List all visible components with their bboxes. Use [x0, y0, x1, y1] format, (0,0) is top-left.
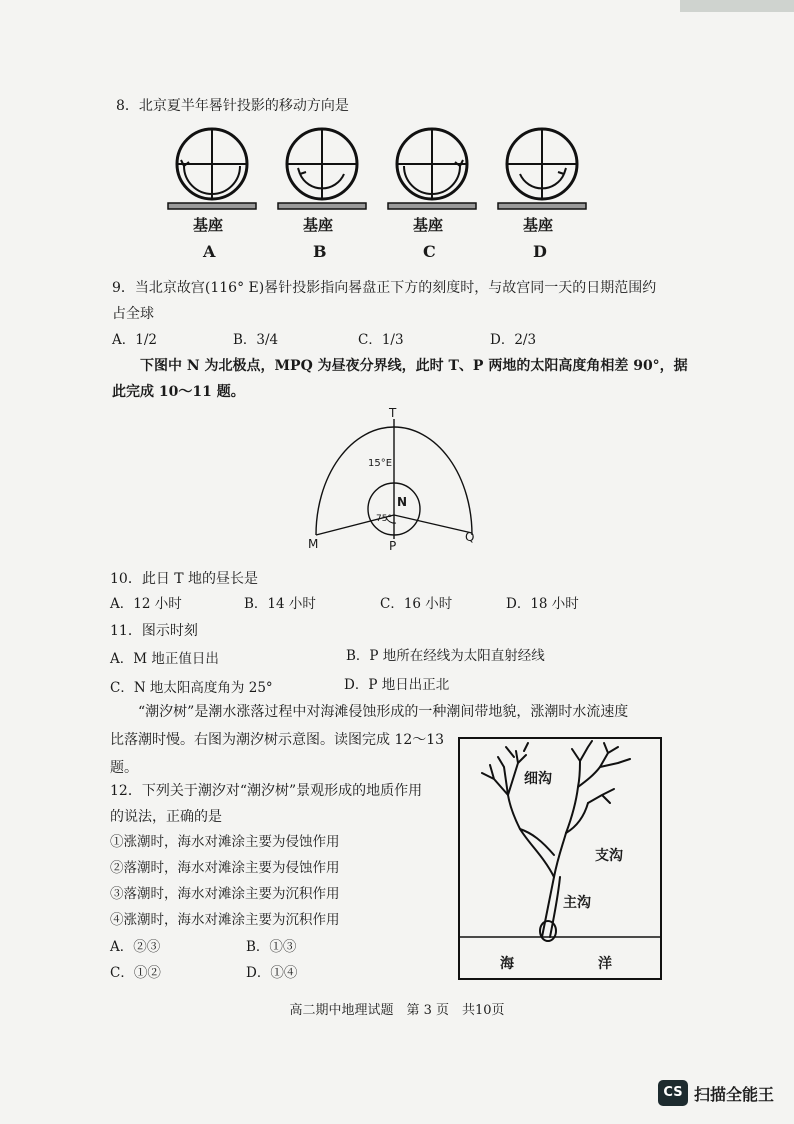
point-q-label: Q: [465, 530, 475, 544]
sundial-d: [507, 129, 577, 199]
q11-option-b: B．P 地所在经线为太阳直射经线: [346, 648, 545, 664]
q11-option-d: D．P 地日出正北: [344, 677, 450, 693]
base-label-d: 基座: [523, 216, 554, 234]
sundial-b: [287, 129, 357, 199]
q12-option-c: C．①②: [110, 965, 161, 981]
base-plate-b: [278, 203, 366, 209]
q12-option-d: D．①④: [246, 965, 298, 981]
base-label-c: 基座: [413, 216, 444, 234]
longitude-label: 15°E: [368, 458, 393, 469]
base-label-b: 基座: [303, 216, 334, 234]
point-n-label: N: [397, 495, 408, 509]
label-fine-gully: 细沟: [524, 771, 552, 787]
q12-item-2: ②落潮时，海水对滩涂主要为侵蚀作用: [110, 860, 340, 876]
intro-10-11-line1: 下图中 N 为北极点，MPQ 为昼夜分界线，此时 T、P 两地的太阳高度角相差 90°，据: [140, 358, 688, 374]
q9-option-c: C．1/3: [358, 332, 404, 348]
q10-option-b: B．14 小时: [244, 596, 316, 612]
option-letter-b: B: [313, 242, 327, 261]
intro-12-13-line2: 比落潮时慢。右图为潮汐树示意图。读图完成 12～13: [110, 732, 445, 748]
point-p-label: P: [389, 539, 397, 553]
q9-option-a: A．1/2: [112, 332, 157, 348]
point-m-label: M: [308, 537, 319, 551]
angle-label: 75°: [376, 514, 392, 524]
base-plate-d: [498, 203, 586, 209]
q11-option-c: C．N 地太阳高度角为 25°: [110, 680, 273, 696]
label-main-gully: 主沟: [563, 895, 591, 911]
q10-option-d: D．18 小时: [506, 596, 579, 612]
q8-stem: 8．北京夏半年晷针投影的移动方向是: [116, 98, 349, 114]
top-edge-shadow: [680, 0, 794, 12]
q12-item-3: ③落潮时，海水对滩涂主要为沉积作用: [110, 886, 340, 902]
base-plate-c: [388, 203, 476, 209]
tidal-tree-diagram: [458, 737, 662, 980]
q9-option-d: D．2/3: [490, 332, 537, 348]
diagram-frame: [459, 738, 661, 979]
q10-option-a: A．12 小时: [110, 596, 182, 612]
q12-stem-line2: 的说法，正确的是: [110, 809, 222, 825]
option-letter-c: C: [423, 242, 436, 261]
intro-12-13-line1: “潮汐树”是潮水涨落过程中对海滩侵蚀形成的一种潮间带地貌，涨潮时水流速度: [138, 704, 629, 720]
q12-item-4: ④涨潮时，海水对滩涂主要为沉积作用: [110, 912, 340, 928]
q9-stem-line2: 占全球: [112, 306, 154, 322]
day-night-diagram: [300, 405, 490, 550]
q10-option-c: C．16 小时: [380, 596, 453, 612]
page-footer: 高二期中地理试题 第 3 页 共10页: [289, 1003, 505, 1018]
option-letter-d: D: [533, 242, 547, 261]
q9-stem-line1: 9．当北京故宫(116° E)晷针投影指向晷盘正下方的刻度时，与故宫同一天的日期范围约: [112, 280, 657, 296]
sundial-c: [397, 129, 467, 199]
q11-option-a: A．M 地正值日出: [110, 651, 219, 667]
label-sea: 海: [500, 956, 514, 972]
q12-option-b: B．①③: [246, 939, 297, 955]
option-letter-a: A: [203, 242, 216, 261]
intro-12-13-line3: 题。: [110, 760, 138, 776]
q11-stem: 11．图示时刻: [110, 623, 198, 639]
point-t-label: T: [389, 406, 397, 420]
q12-option-a: A．②③: [110, 939, 161, 955]
base-plate-a: [168, 203, 256, 209]
q12-stem-line1: 12．下列关于潮汐对“潮汐树”景观形成的地质作用: [110, 783, 423, 799]
label-branch-gully: 支沟: [595, 848, 623, 864]
intro-10-11-line2: 此完成 10～11 题。: [112, 384, 245, 400]
base-label-a: 基座: [193, 216, 224, 234]
camscanner-logo-icon: CS: [658, 1080, 688, 1106]
camscanner-watermark: 扫描全能王: [694, 1085, 775, 1104]
q9-option-b: B．3/4: [233, 332, 279, 348]
q12-item-1: ①涨潮时，海水对滩涂主要为侵蚀作用: [110, 834, 340, 850]
q10-stem: 10．此日 T 地的昼长是: [110, 571, 259, 587]
line-q-n: [394, 515, 472, 533]
label-ocean: 洋: [598, 956, 612, 972]
sundial-a: [177, 129, 247, 199]
